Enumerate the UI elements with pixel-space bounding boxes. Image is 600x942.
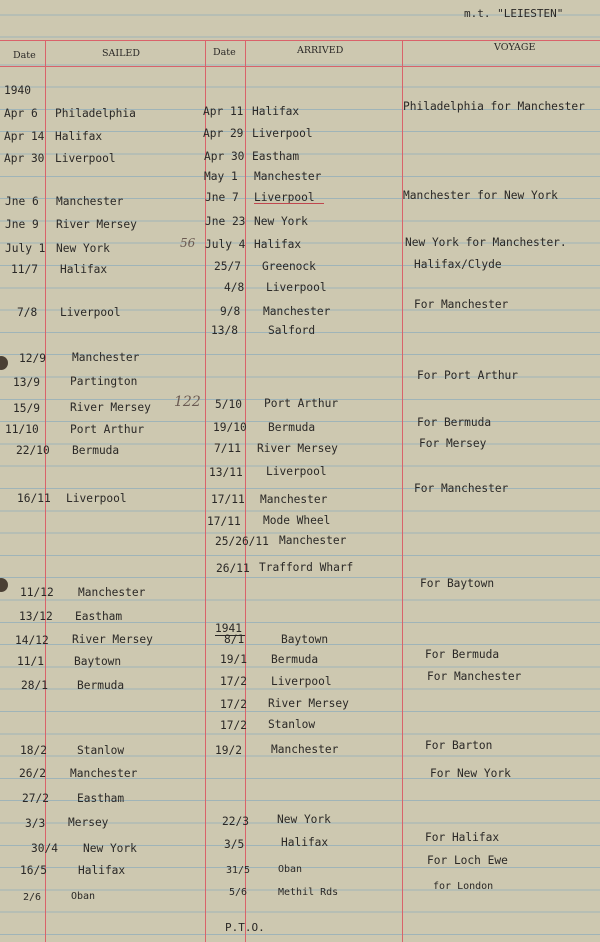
arrived-date: 31/5 bbox=[226, 865, 251, 876]
header-sailed: SAILED bbox=[102, 48, 140, 59]
arrived-place: Liverpool bbox=[254, 191, 315, 204]
sailed-date: 14/12 bbox=[15, 634, 49, 647]
arrived-date: 17/11 bbox=[207, 515, 241, 528]
header-date-arrived: Date bbox=[213, 47, 236, 58]
arrived-place: Mode Wheel bbox=[263, 514, 331, 527]
sailed-place: Liverpool bbox=[66, 492, 127, 505]
sailed-date: 13/9 bbox=[13, 376, 40, 389]
arrived-date: 4/8 bbox=[224, 281, 245, 294]
arrived-place: Methil Rds bbox=[278, 887, 339, 898]
arrived-date: 5/6 bbox=[229, 887, 248, 898]
arrived-place: Manchester bbox=[263, 305, 331, 318]
arrived-place: Manchester bbox=[260, 493, 328, 506]
voyage-entry: Halifax/Clyde bbox=[414, 258, 502, 271]
voyage-entry: For Manchester bbox=[414, 482, 509, 495]
voyage-entry: For Manchester bbox=[414, 298, 509, 311]
arrived-date: 17/2 bbox=[220, 675, 247, 688]
handwritten-note: 122 bbox=[174, 394, 201, 410]
sailed-date: Apr 6 bbox=[4, 107, 38, 120]
sailed-date: 27/2 bbox=[22, 792, 49, 805]
voyage-entry: For Bermuda bbox=[417, 416, 492, 429]
sailed-date: 11/1 bbox=[17, 655, 44, 668]
arrived-place: Port Arthur bbox=[264, 397, 339, 410]
sailed-place: New York bbox=[56, 242, 110, 255]
sailed-date: Apr 30 bbox=[4, 152, 45, 165]
arrived-date: 5/10 bbox=[215, 398, 242, 411]
voyage-entry: For Mersey bbox=[419, 437, 487, 450]
sailed-date: 11/7 bbox=[11, 263, 38, 276]
voyage-entry: New York for Manchester. bbox=[405, 236, 567, 249]
arrived-date: 25/7 bbox=[214, 260, 241, 273]
arrived-date: 17/2 bbox=[220, 698, 247, 711]
arrived-date: Jne 7 bbox=[205, 191, 239, 204]
voyage-entry: For Port Arthur bbox=[417, 369, 519, 382]
ship-name: m.t. "LEIESTEN" bbox=[464, 7, 564, 20]
year-label: 1940 bbox=[4, 84, 31, 97]
sailed-date: 13/12 bbox=[19, 610, 53, 623]
voyage-entry: For Barton bbox=[425, 739, 493, 752]
arrived-date: Apr 11 bbox=[203, 105, 244, 118]
sailed-place: River Mersey bbox=[56, 218, 137, 231]
arrived-date: Apr 30 bbox=[204, 150, 245, 163]
sailed-place: Eastham bbox=[75, 610, 123, 623]
sailed-date: 7/8 bbox=[17, 306, 38, 319]
sailed-place: River Mersey bbox=[72, 633, 153, 646]
sailed-place: Bermuda bbox=[72, 444, 120, 457]
sailed-date: 22/10 bbox=[16, 444, 50, 457]
sailed-date: 2/6 bbox=[23, 892, 42, 903]
arrived-place: Halifax bbox=[252, 105, 300, 118]
voyage-entry: For Baytown bbox=[420, 577, 495, 590]
arrived-date: 3/5 bbox=[224, 838, 245, 851]
arrived-place: Bermuda bbox=[268, 421, 316, 434]
sailed-place: Partington bbox=[70, 375, 138, 388]
sailed-place: Halifax bbox=[78, 864, 126, 877]
sailed-date: Jne 6 bbox=[5, 195, 39, 208]
sailed-place: Oban bbox=[71, 891, 96, 902]
arrived-date: 13/11 bbox=[209, 466, 243, 479]
header-date-sailed: Date bbox=[13, 50, 36, 61]
arrived-place: Manchester bbox=[254, 170, 322, 183]
sailed-place: Manchester bbox=[78, 586, 146, 599]
sailed-place: Liverpool bbox=[60, 306, 121, 319]
underline bbox=[254, 203, 324, 204]
arrived-place: Liverpool bbox=[252, 127, 313, 140]
arrived-place: Oban bbox=[278, 864, 303, 875]
arrived-date: 9/8 bbox=[220, 305, 241, 318]
arrived-date: Apr 29 bbox=[203, 127, 244, 140]
sailed-date: 12/9 bbox=[19, 352, 46, 365]
sailed-date: Jne 9 bbox=[5, 218, 39, 231]
sailed-date: 18/2 bbox=[20, 744, 47, 757]
arrived-date: 25/26/11 bbox=[215, 535, 269, 548]
column-rule bbox=[402, 40, 403, 942]
voyage-entry: For Bermuda bbox=[425, 648, 500, 661]
handwritten-note: 56 bbox=[180, 236, 196, 250]
arrived-place: Bermuda bbox=[271, 653, 319, 666]
arrived-place: Baytown bbox=[281, 633, 329, 646]
arrived-place: River Mersey bbox=[257, 442, 338, 455]
arrived-date: 22/3 bbox=[222, 815, 249, 828]
page-footer: P.T.O. bbox=[225, 921, 265, 934]
sailed-place: Halifax bbox=[60, 263, 108, 276]
arrived-place: River Mersey bbox=[268, 697, 349, 710]
voyage-entry: For Manchester bbox=[427, 670, 522, 683]
sailed-place: Manchester bbox=[72, 351, 140, 364]
sailed-place: Philadelphia bbox=[55, 107, 136, 120]
arrived-date: 17/2 bbox=[220, 719, 247, 732]
sailed-place: Manchester bbox=[70, 767, 138, 780]
arrived-date: 13/8 bbox=[211, 324, 238, 337]
sailed-place: Halifax bbox=[55, 130, 103, 143]
sailed-place: Eastham bbox=[77, 792, 125, 805]
voyage-entry: for London bbox=[433, 881, 494, 892]
arrived-date: 8/1 bbox=[224, 633, 245, 646]
sailed-date: 11/10 bbox=[5, 423, 39, 436]
arrived-date: May 1 bbox=[204, 170, 238, 183]
arrived-date: 26/11 bbox=[216, 562, 250, 575]
sailed-date: 15/9 bbox=[13, 402, 40, 415]
sailed-date: 26/2 bbox=[19, 767, 46, 780]
sailed-place: Stanlow bbox=[77, 744, 125, 757]
sailed-place: Liverpool bbox=[55, 152, 116, 165]
header-bottom-rule bbox=[0, 66, 600, 67]
voyage-entry: Manchester for New York bbox=[403, 189, 558, 202]
column-rule bbox=[245, 40, 246, 942]
arrived-date: 19/2 bbox=[215, 744, 242, 757]
arrived-place: Halifax bbox=[254, 238, 302, 251]
arrived-place: Liverpool bbox=[271, 675, 332, 688]
arrived-place: Greenock bbox=[262, 260, 316, 273]
arrived-place: Trafford Wharf bbox=[259, 561, 354, 574]
arrived-date: 19/10 bbox=[213, 421, 247, 434]
arrived-place: Halifax bbox=[281, 836, 329, 849]
punch-hole bbox=[0, 356, 8, 370]
column-rule bbox=[45, 40, 46, 942]
header-arrived: ARRIVED bbox=[297, 45, 344, 56]
voyage-entry: For Loch Ewe bbox=[427, 854, 508, 867]
voyage-entry: For New York bbox=[430, 767, 511, 780]
arrived-place: Eastham bbox=[252, 150, 300, 163]
arrived-place: Manchester bbox=[279, 534, 347, 547]
arrived-place: Liverpool bbox=[266, 465, 327, 478]
sailed-date: 3/3 bbox=[25, 817, 46, 830]
arrived-date: 7/11 bbox=[214, 442, 241, 455]
arrived-place: Stanlow bbox=[268, 718, 316, 731]
sailed-place: Manchester bbox=[56, 195, 124, 208]
sailed-place: Bermuda bbox=[77, 679, 125, 692]
sailed-date: 30/4 bbox=[31, 842, 58, 855]
sailed-date: 16/5 bbox=[20, 864, 47, 877]
sailed-place: Baytown bbox=[74, 655, 122, 668]
sailed-date: Apr 14 bbox=[4, 130, 45, 143]
header-voyage: VOYAGE bbox=[494, 42, 536, 53]
voyage-entry: Philadelphia for Manchester bbox=[403, 100, 585, 113]
arrived-date: Jne 23 bbox=[205, 215, 246, 228]
header-top-rule bbox=[0, 40, 600, 41]
sailed-place: Mersey bbox=[68, 816, 109, 829]
sailed-place: New York bbox=[83, 842, 137, 855]
arrived-date: 19/1 bbox=[220, 653, 247, 666]
arrived-date: July 4 bbox=[205, 238, 246, 251]
arrived-date: 17/11 bbox=[211, 493, 245, 506]
punch-hole bbox=[0, 578, 8, 592]
sailed-place: River Mersey bbox=[70, 401, 151, 414]
arrived-place: Salford bbox=[268, 324, 316, 337]
sailed-place: Port Arthur bbox=[70, 423, 145, 436]
voyage-entry: For Halifax bbox=[425, 831, 500, 844]
arrived-place: New York bbox=[254, 215, 308, 228]
arrived-place: Manchester bbox=[271, 743, 339, 756]
sailed-date: 16/11 bbox=[17, 492, 51, 505]
arrived-place: Liverpool bbox=[266, 281, 327, 294]
sailed-date: 11/12 bbox=[20, 586, 54, 599]
sailed-date: July 1 bbox=[5, 242, 46, 255]
arrived-place: New York bbox=[277, 813, 331, 826]
year-label: 1941 bbox=[215, 622, 242, 635]
sailed-date: 28/1 bbox=[21, 679, 48, 692]
